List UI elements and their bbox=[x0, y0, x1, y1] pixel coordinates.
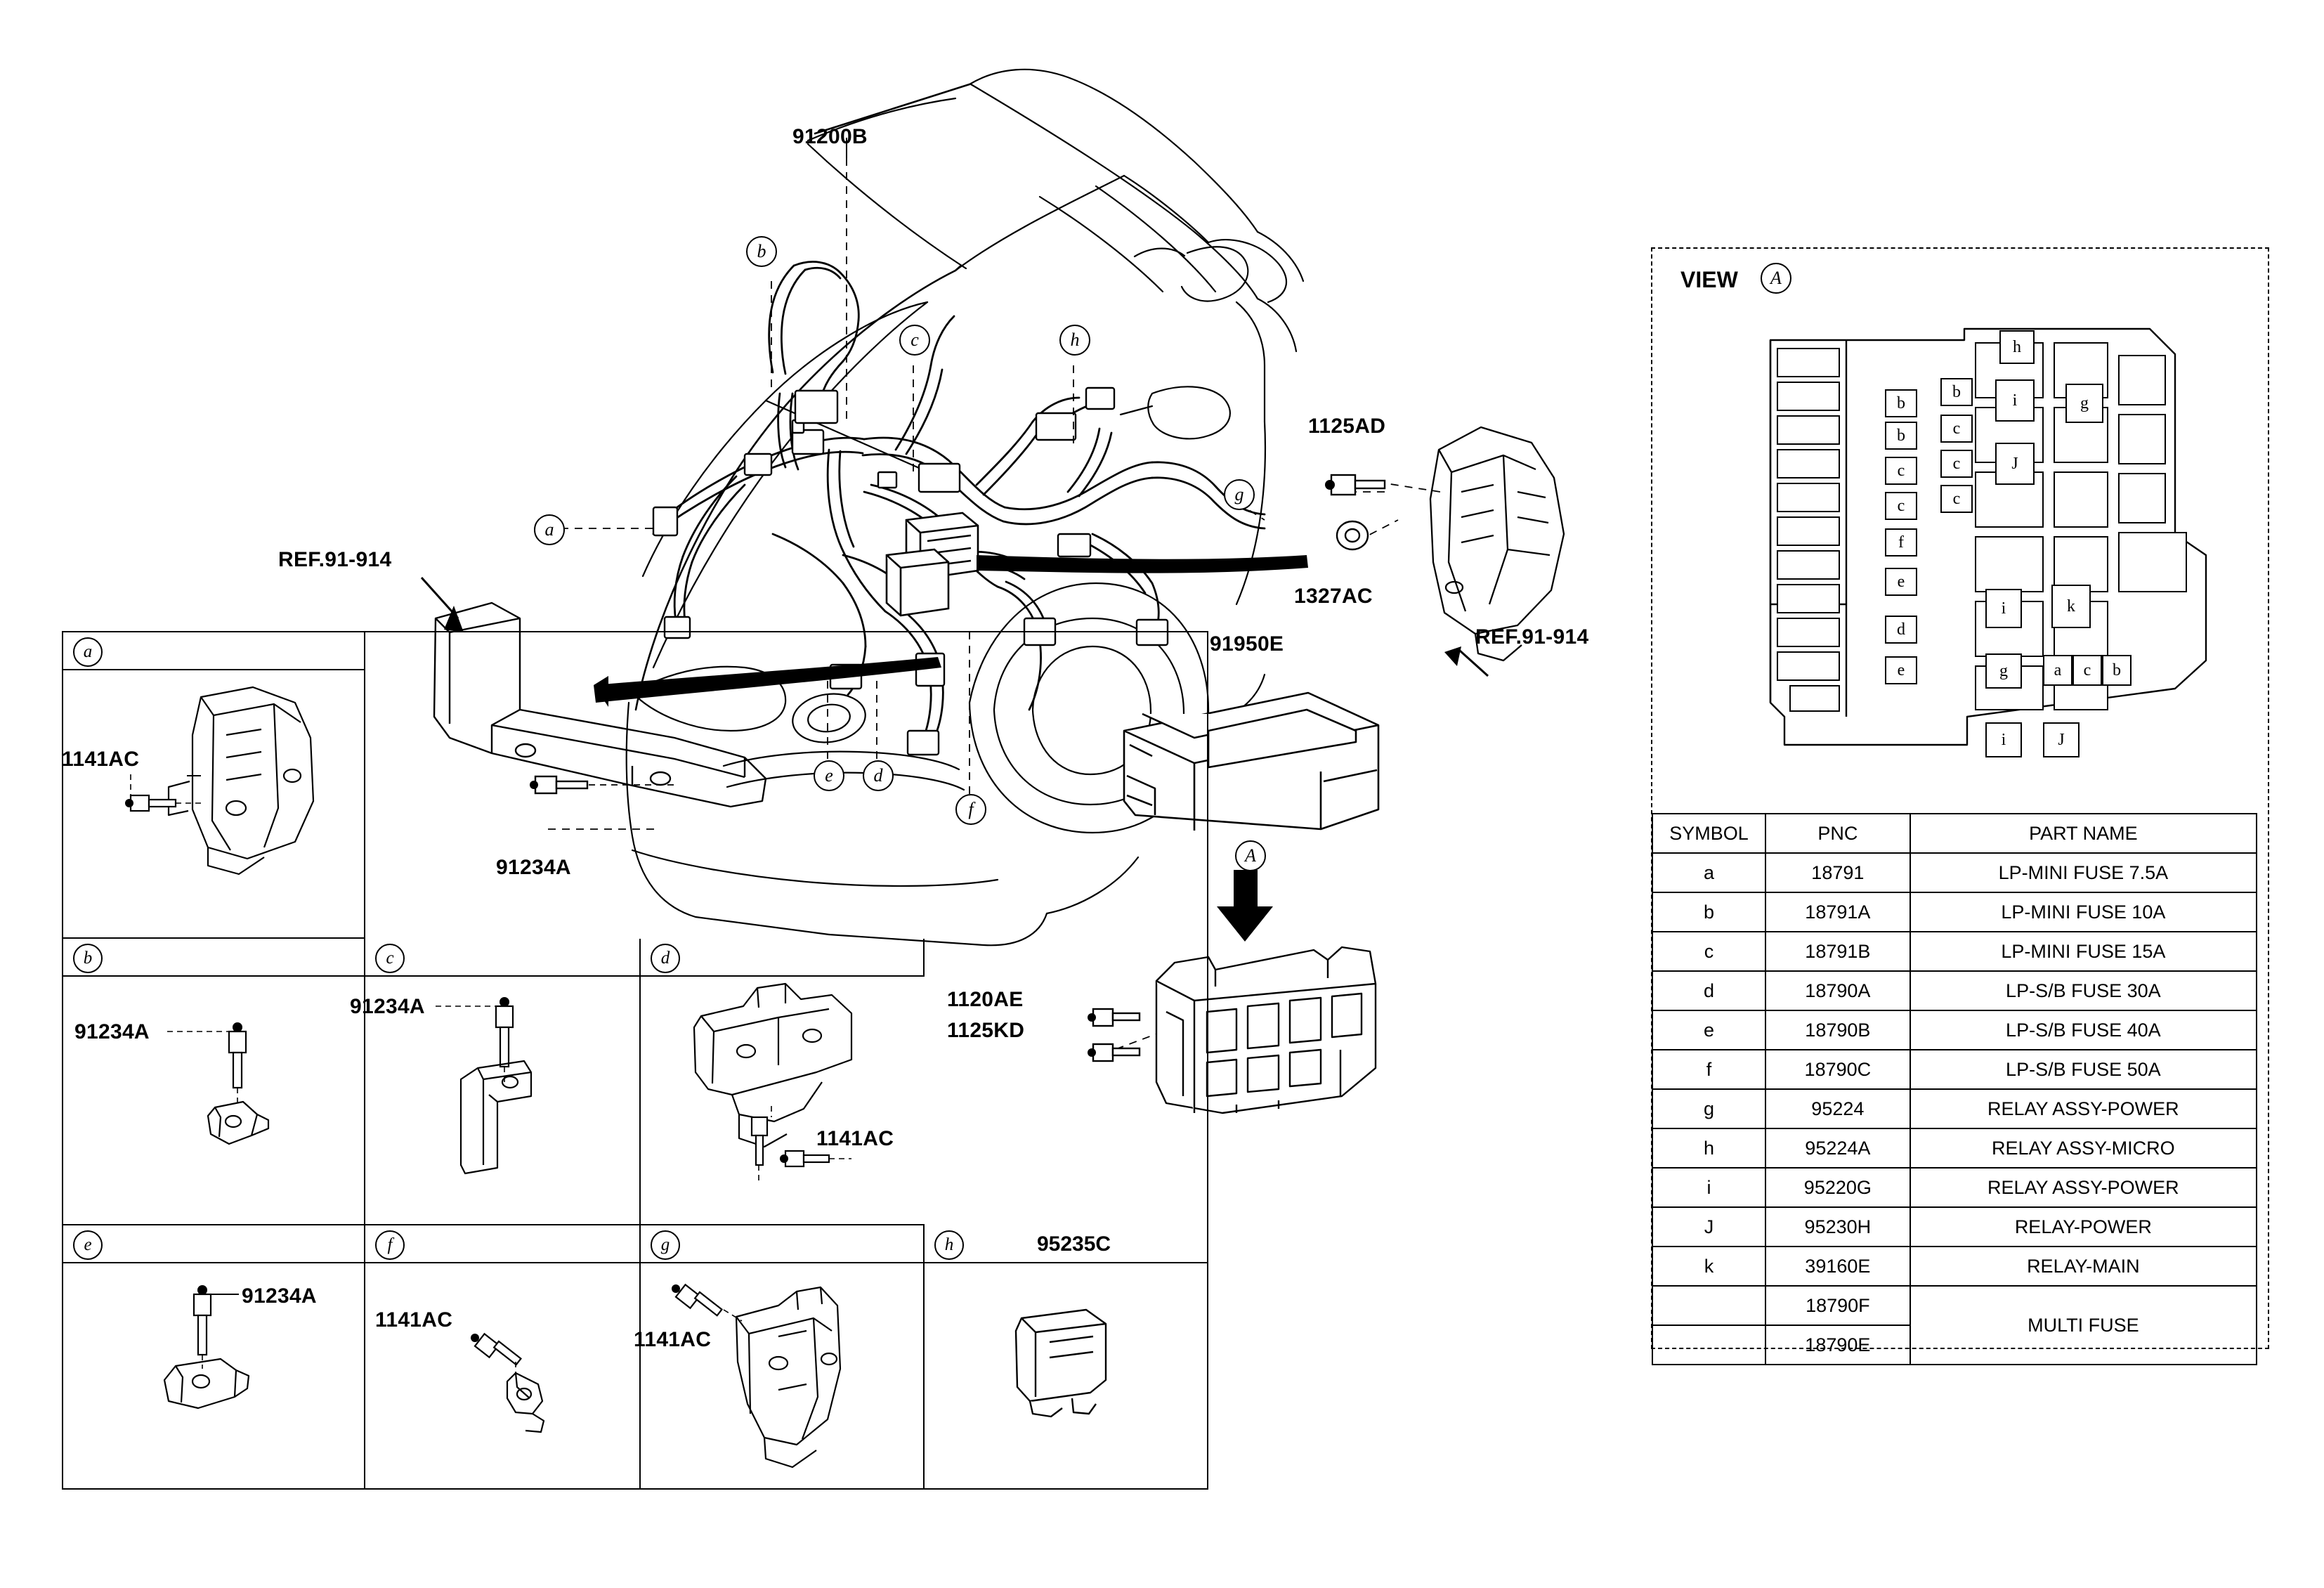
label-91200B: 91200B bbox=[792, 125, 868, 148]
view-a-chip-i-1: i bbox=[1995, 379, 2035, 422]
table-row bbox=[1652, 1286, 2257, 1325]
detail-key-a: a bbox=[73, 637, 103, 667]
detail-key-f: f bbox=[375, 1230, 405, 1260]
fuse-table-header-row bbox=[1652, 814, 2257, 853]
callout-a: a bbox=[534, 514, 565, 545]
table-row bbox=[1652, 1010, 2257, 1050]
detail-body-g bbox=[634, 1263, 925, 1488]
fuse-table-header-pnc: PNC bbox=[1765, 814, 1910, 853]
label-1120AE: 1120AE bbox=[947, 988, 1024, 1011]
view-a-chip-c-1: c bbox=[1885, 457, 1917, 485]
detail-key-h: h bbox=[934, 1230, 964, 1260]
detail-label-c-91234A: 91234A bbox=[350, 995, 425, 1018]
view-a-chip-b-1: b bbox=[1885, 389, 1917, 417]
detail-body-h bbox=[925, 1263, 1208, 1488]
view-a-chip-h: h bbox=[1999, 330, 2035, 364]
detail-header-d bbox=[641, 939, 925, 977]
detail-key-e: e bbox=[73, 1230, 103, 1260]
fuse-symbol: a bbox=[1652, 853, 1765, 892]
view-a-chip-c-4: c bbox=[1940, 450, 1973, 478]
detail-label-f-1141AC: 1141AC bbox=[375, 1308, 453, 1332]
detail-body-b bbox=[63, 977, 365, 1225]
fuse-pnc: 95230H bbox=[1765, 1207, 1910, 1247]
fuse-pnc: 18791 bbox=[1765, 853, 1910, 892]
view-a-chip-a: a bbox=[2043, 655, 2072, 686]
fuse-table-header-symbol: SYMBOL bbox=[1652, 814, 1765, 853]
label-ref-91-914-right: REF.91-914 bbox=[1475, 625, 1589, 649]
detail-header-g bbox=[641, 1225, 925, 1263]
fuse-part: LP-S/B FUSE 30A bbox=[1910, 971, 2257, 1010]
fuse-part: RELAY ASSY-MICRO bbox=[1910, 1128, 2257, 1168]
callout-view-a-marker: A bbox=[1235, 840, 1266, 871]
fuse-part: LP-S/B FUSE 50A bbox=[1910, 1050, 2257, 1089]
view-a-chip-b-3: b bbox=[1940, 378, 1973, 406]
fuse-pnc: 39160E bbox=[1765, 1247, 1910, 1286]
fuse-pnc: 18790B bbox=[1765, 1010, 1910, 1050]
detail-header-c bbox=[365, 939, 641, 977]
fuse-part: LP-MINI FUSE 15A bbox=[1910, 932, 2257, 971]
fuse-pnc: 95220G bbox=[1765, 1168, 1910, 1207]
fuse-symbol bbox=[1652, 1286, 1765, 1325]
fuse-part: LP-S/B FUSE 40A bbox=[1910, 1010, 2257, 1050]
detail-label-e-91234A: 91234A bbox=[242, 1284, 317, 1308]
view-a-chip-k: k bbox=[2051, 585, 2091, 628]
callout-d: d bbox=[863, 760, 894, 791]
detail-panel-grid bbox=[62, 631, 1208, 1490]
detail-key-d: d bbox=[651, 944, 680, 973]
view-a-chip-i-2: i bbox=[1985, 589, 2022, 628]
fuse-table-header-partname: PART NAME bbox=[1910, 814, 2257, 853]
fuse-symbol: i bbox=[1652, 1168, 1765, 1207]
detail-header-a bbox=[63, 632, 365, 670]
fuse-pnc: 95224A bbox=[1765, 1128, 1910, 1168]
table-row bbox=[1652, 853, 2257, 892]
detail-label-h-95235C: 95235C bbox=[1037, 1232, 1111, 1256]
detail-art-f bbox=[365, 1263, 641, 1488]
view-a-chip-e-1: e bbox=[1885, 568, 1917, 596]
detail-art-h bbox=[925, 1263, 1208, 1488]
callout-g: g bbox=[1224, 479, 1255, 510]
callout-h: h bbox=[1059, 325, 1090, 356]
detail-art-g bbox=[641, 1263, 925, 1488]
detail-body-f bbox=[365, 1263, 641, 1488]
label-91234A-main: 91234A bbox=[496, 856, 571, 879]
fuse-symbol: J bbox=[1652, 1207, 1765, 1247]
callout-c: c bbox=[899, 325, 930, 356]
detail-key-g: g bbox=[651, 1230, 680, 1260]
view-a-chip-i-3: i bbox=[1985, 722, 2022, 757]
view-a-chip-c-3: c bbox=[1940, 415, 1973, 443]
fuse-pnc: 18790E bbox=[1765, 1325, 1910, 1365]
detail-body-e bbox=[63, 1263, 365, 1488]
fuse-part-multi: MULTI FUSE bbox=[1910, 1286, 2257, 1365]
fuse-symbol: g bbox=[1652, 1089, 1765, 1128]
label-91950E: 91950E bbox=[1210, 632, 1284, 656]
detail-art-b bbox=[63, 977, 365, 1225]
view-a-chip-d: d bbox=[1885, 616, 1917, 644]
view-a-chip-b-2: b bbox=[1885, 422, 1917, 450]
view-a-chip-c-6: c bbox=[2072, 655, 2102, 686]
detail-art-e bbox=[63, 1263, 365, 1488]
detail-header-f bbox=[365, 1225, 641, 1263]
view-a-chip-f: f bbox=[1885, 528, 1917, 557]
fuse-part: RELAY-POWER bbox=[1910, 1207, 2257, 1247]
table-row bbox=[1652, 1168, 2257, 1207]
label-1125KD: 1125KD bbox=[947, 1019, 1025, 1042]
fuse-part-table bbox=[1652, 813, 2257, 1365]
view-a-chip-b-4: b bbox=[2102, 655, 2132, 686]
fuse-pnc: 18791A bbox=[1765, 892, 1910, 932]
detail-label-d-1141AC: 1141AC bbox=[816, 1127, 894, 1150]
label-ref-91-914-left: REF.91-914 bbox=[278, 548, 392, 571]
detail-body-a bbox=[63, 670, 365, 939]
fuse-symbol: k bbox=[1652, 1247, 1765, 1286]
fuse-symbol bbox=[1652, 1325, 1765, 1365]
table-row bbox=[1652, 1128, 2257, 1168]
callout-e: e bbox=[814, 760, 844, 791]
fuse-symbol: f bbox=[1652, 1050, 1765, 1089]
detail-art-d bbox=[641, 977, 925, 1225]
label-1327AC: 1327AC bbox=[1294, 585, 1373, 608]
view-a-title: VIEW bbox=[1680, 267, 1738, 292]
fuse-symbol: d bbox=[1652, 971, 1765, 1010]
table-row bbox=[1652, 1050, 2257, 1089]
fuse-symbol: e bbox=[1652, 1010, 1765, 1050]
table-row bbox=[1652, 1247, 2257, 1286]
fuse-pnc: 18790C bbox=[1765, 1050, 1910, 1089]
view-a-chip-J-1: J bbox=[1995, 443, 2035, 485]
fuse-part: RELAY ASSY-POWER bbox=[1910, 1168, 2257, 1207]
table-row bbox=[1652, 971, 2257, 1010]
detail-label-b-91234A: 91234A bbox=[74, 1020, 150, 1043]
detail-key-b: b bbox=[73, 944, 103, 973]
fuse-part: LP-MINI FUSE 7.5A bbox=[1910, 853, 2257, 892]
callout-f: f bbox=[955, 794, 986, 825]
view-a-chip-g-1: g bbox=[2065, 384, 2103, 423]
detail-header-e bbox=[63, 1225, 365, 1263]
view-a-chip-g-2: g bbox=[1985, 653, 2022, 689]
fuse-pnc: 18790A bbox=[1765, 971, 1910, 1010]
detail-header-h bbox=[925, 1225, 1208, 1263]
fuse-pnc: 95224 bbox=[1765, 1089, 1910, 1128]
fuse-symbol: b bbox=[1652, 892, 1765, 932]
detail-body-d bbox=[641, 977, 925, 1225]
fuse-part: LP-MINI FUSE 10A bbox=[1910, 892, 2257, 932]
fuse-symbol: h bbox=[1652, 1128, 1765, 1168]
table-row bbox=[1652, 892, 2257, 932]
detail-header-b bbox=[63, 939, 365, 977]
table-row bbox=[1652, 1207, 2257, 1247]
fuse-part: RELAY ASSY-POWER bbox=[1910, 1089, 2257, 1128]
table-row bbox=[1652, 1089, 2257, 1128]
view-a-chip-c-5: c bbox=[1940, 485, 1973, 513]
fuse-pnc: 18791B bbox=[1765, 932, 1910, 971]
table-row bbox=[1652, 932, 2257, 971]
label-1125AD: 1125AD bbox=[1308, 415, 1386, 438]
detail-key-c: c bbox=[375, 944, 405, 973]
view-a-marker: A bbox=[1761, 263, 1791, 294]
view-a-chip-c-2: c bbox=[1885, 492, 1917, 520]
fuse-pnc: 18790F bbox=[1765, 1286, 1910, 1325]
view-a-chip-J-2: J bbox=[2043, 722, 2080, 757]
detail-label-a-1141AC: 1141AC bbox=[62, 748, 140, 771]
detail-label-g-1141AC: 1141AC bbox=[634, 1328, 712, 1351]
view-a-chip-e-2: e bbox=[1885, 656, 1917, 684]
detail-art-a bbox=[63, 670, 365, 939]
fuse-symbol: c bbox=[1652, 932, 1765, 971]
callout-b: b bbox=[746, 236, 777, 267]
fuse-part: RELAY-MAIN bbox=[1910, 1247, 2257, 1286]
detail-body-c bbox=[350, 977, 641, 1225]
